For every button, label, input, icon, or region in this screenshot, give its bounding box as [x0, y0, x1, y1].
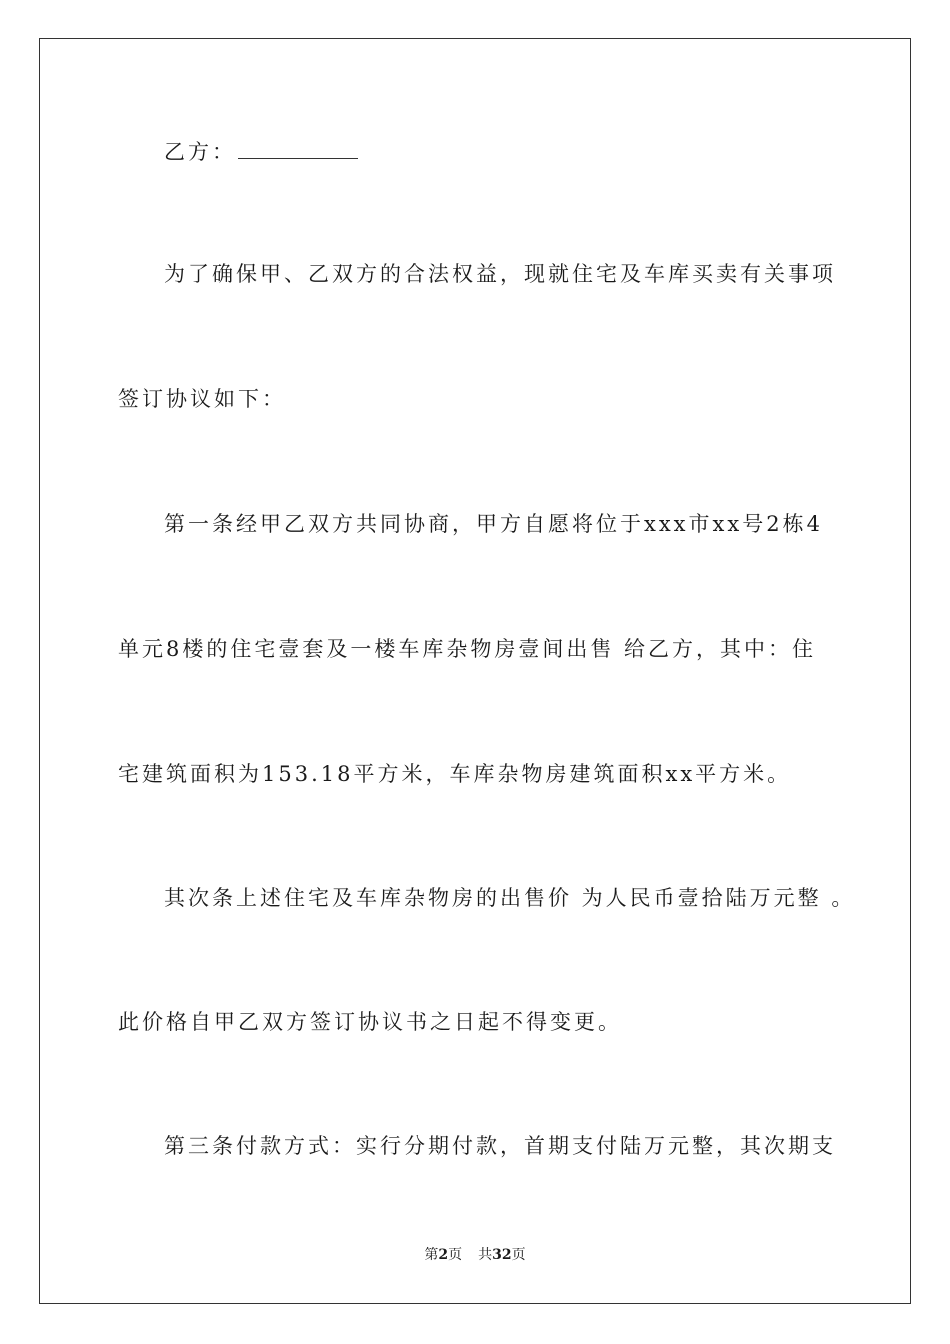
- page-suffix: 页: [448, 1247, 463, 1263]
- page-current: 2: [438, 1247, 449, 1263]
- party-b-blank: [238, 138, 358, 159]
- paragraph-line-1: 为了确保甲、乙双方的合法权益，现就住宅及车库买卖有关事项: [164, 262, 836, 286]
- paragraph-line-7: 此价格自甲乙双方签订协议书之日起不得变更。: [118, 1010, 622, 1034]
- page-prefix: 第: [424, 1247, 439, 1263]
- page-border: [39, 38, 911, 1304]
- paragraph-line-5: 宅建筑面积为153.18平方米，车库杂物房建筑面积xx平方米。: [118, 762, 792, 786]
- party-b-label: 乙方：: [164, 140, 236, 164]
- total-suffix: 页: [511, 1247, 526, 1263]
- page-footer: [0, 1244, 950, 1264]
- paragraph-line-2: 签订协议如下：: [118, 387, 286, 411]
- paragraph-line-3: 第一条经甲乙双方共同协商，甲方自愿将位于xxx市xx号2栋4: [164, 512, 823, 536]
- total-prefix: 共: [478, 1247, 493, 1263]
- paragraph-line-8: 第三条付款方式：实行分期付款，首期支付陆万元整，其次期支: [164, 1134, 836, 1158]
- party-b-line: [164, 138, 358, 166]
- page-total: 32: [492, 1247, 512, 1263]
- paragraph-line-4: 单元8楼的住宅壹套及一楼车库杂物房壹间出售 给乙方，其中：住: [118, 637, 817, 661]
- paragraph-line-6: 其次条上述住宅及车库杂物房的出售价 为人民币壹拾陆万元整 。: [164, 886, 856, 910]
